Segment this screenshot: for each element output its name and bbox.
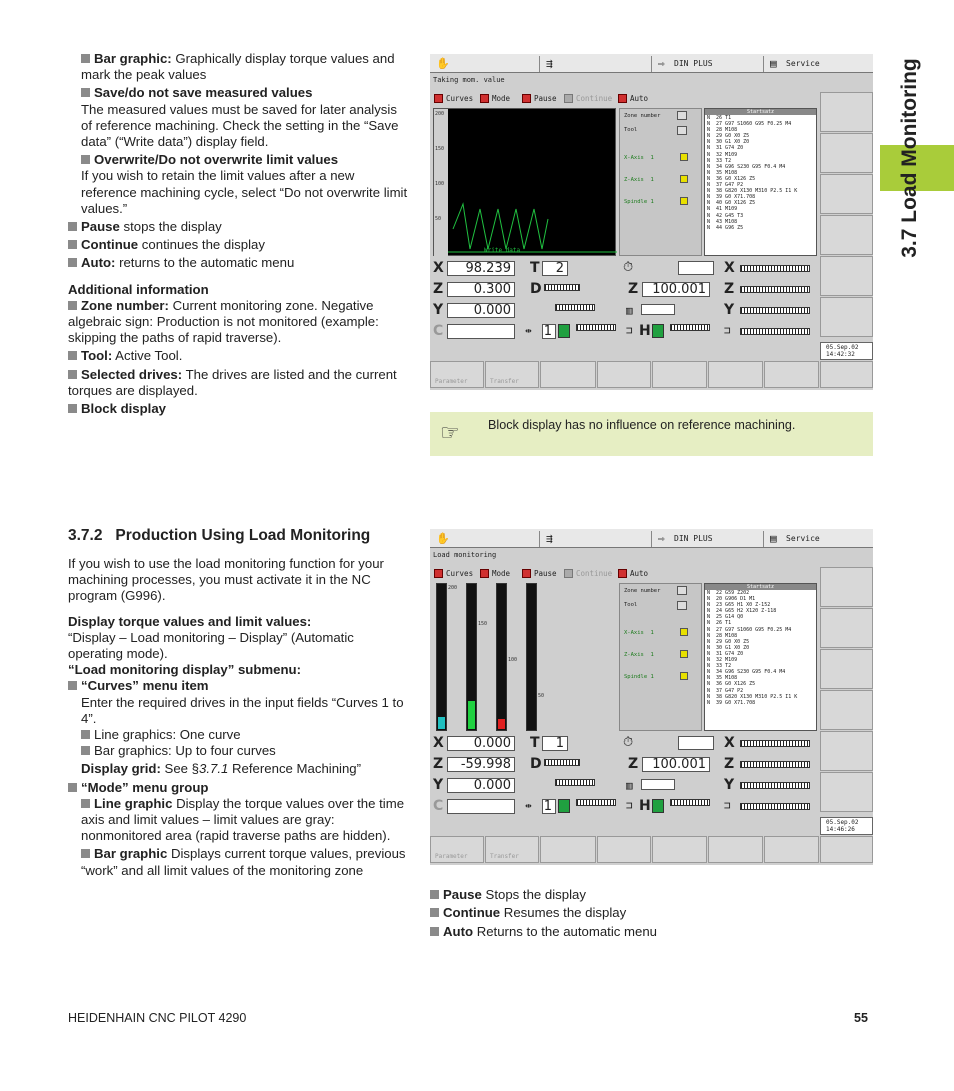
menu-mode[interactable]: Mode [478, 92, 510, 105]
monitoring-info-panel: Zone number Tool X-Axis 1 Z-Axis 1 Spindle 1 [619, 108, 702, 256]
h-label: H [639, 798, 651, 814]
service-icon: ▤ [770, 532, 777, 545]
torque-bar-1 [436, 583, 447, 731]
screen-tab-service[interactable]: ▤ Service [770, 532, 820, 545]
y-load-gauge [740, 307, 810, 314]
h-channel-icon [652, 324, 664, 338]
soft-key[interactable] [820, 772, 873, 812]
menu-mode[interactable]: Mode [478, 567, 510, 580]
tool-holder-icon: ⊐ [626, 324, 633, 337]
paragraph: “Display – Load monitoring – Display” (Automatic operating mode). [68, 629, 354, 662]
axis-y-label: Y [433, 302, 444, 318]
part-counter [641, 304, 675, 315]
program-icon: ⇶ [546, 532, 553, 545]
h-gauge [670, 799, 710, 806]
service-icon: ▤ [770, 57, 777, 70]
time-display [678, 261, 714, 275]
softkey-transfer[interactable]: Transfer [485, 361, 539, 388]
soft-key[interactable] [820, 608, 873, 648]
list-item: Auto: returns to the automatic menu [68, 255, 408, 271]
x-position: 0.000 [447, 736, 515, 751]
softkey-parameter[interactable]: Parameter [430, 836, 484, 863]
paragraph: If you wish to use the load monitoring function for your machining processes, you must activate it in the NC program (G996). [68, 556, 384, 604]
menu-curves[interactable]: Curves [432, 92, 473, 105]
axis-z-load-label: Z [724, 756, 735, 772]
soft-key[interactable] [820, 215, 873, 255]
program-icon: ⇹ [525, 799, 532, 812]
h-gauge [670, 324, 710, 331]
channel-icon [558, 799, 570, 813]
screen-tab[interactable] [540, 531, 652, 547]
soft-key[interactable] [820, 256, 873, 296]
soft-key[interactable] [820, 836, 873, 863]
spindle-load-icon: ⊐ [724, 799, 731, 812]
z2-position: 100.001 [642, 282, 710, 297]
d-gauge [544, 759, 580, 766]
screen-tab-service[interactable]: ▤ Service [770, 57, 820, 70]
axis-z2-label: Z [628, 281, 639, 297]
screen-caption: Load monitoring [433, 551, 497, 559]
list-item: Line graphics: One curve [68, 727, 408, 743]
spindle-load-icon: ⊐ [724, 324, 731, 337]
soft-key[interactable] [597, 361, 651, 388]
axis-x-load-label: X [724, 260, 735, 276]
time-display [678, 736, 714, 750]
axis-y-load-label: Y [724, 302, 735, 318]
timer-icon: ⏱ [623, 735, 634, 750]
menu-pause[interactable]: Pause [520, 567, 557, 580]
tool-holder-icon: ⊐ [626, 799, 633, 812]
spindle-load-gauge [740, 803, 810, 810]
menu-auto[interactable]: Auto [616, 567, 648, 580]
soft-key[interactable] [820, 174, 873, 214]
program-icon: ⇶ [546, 57, 553, 70]
menu-auto[interactable]: Auto [616, 92, 648, 105]
soft-key[interactable] [820, 361, 873, 388]
menu-continue[interactable]: Continue [562, 92, 612, 105]
d-gauge [544, 284, 580, 291]
torque-line-graph: 200 150 100 50 Write data [433, 108, 616, 256]
cnc-screenshot-2: ✋ ⇶ ⇨ DIN PLUS ▤ Service Load monitoring Curves Mode Pause Continue Auto 200 150 100 50 Zone number Tool X-Axis 1 Z-Axis 1 Spindle 1 Startsatz N 22 G59 Z202 N 20 G906 D1 M1 N 23 G65 H1 X0 Z-152 N 24 G65 H2 X120 Z-118 N 25 G14 Q0 N 26 T1 N 27 G97 S1060 G95 F0.25 M4 N 28 M108 N 29 G0 X0 Z5 N 30 G1 X0 Z0 N 31 G74 Z0 N 32 M109 N 33 T2 N 34 G96 S230 G95 F0.4 M4 N 35 M108 N 36 G0 X126 Z5 N 37 G47 P2 N 38 G820 X130 M310 P2.5 I1 K N 39 G0 X71.708 X 0.000 Z -59.998 Y 0.000 C T 1 D ⇹ 1 ⏱ Z 100.001 ▥ ⊐ H X Z Y ⊐ 05.Sep.02 14:46:26 Parameter Transfer [430, 529, 873, 865]
tool-number: 2 [542, 261, 568, 276]
z-position: -59.998 [447, 757, 515, 772]
soft-key[interactable] [764, 836, 819, 863]
note-box: ☞ Block display has no influence on reference machining. [430, 412, 873, 456]
list-item: Pause stops the display [68, 219, 408, 235]
axis-x-label: X [433, 735, 444, 751]
softkey-parameter[interactable]: Parameter [430, 361, 484, 388]
soft-key[interactable] [540, 361, 596, 388]
x-load-gauge [740, 740, 810, 747]
torque-curve [448, 109, 617, 257]
softkey-transfer[interactable]: Transfer [485, 836, 539, 863]
program-number: 1 [542, 799, 556, 814]
screen-tab[interactable] [430, 531, 540, 547]
axis-z2-label: Z [628, 756, 639, 772]
c-position [447, 799, 515, 814]
screen-tab[interactable] [540, 56, 652, 72]
pointing-hand-icon: ☞ [440, 420, 460, 445]
axis-c-label: C [433, 323, 444, 339]
soft-key[interactable] [652, 836, 707, 863]
hand-icon: ✋ [436, 532, 450, 545]
x-load-gauge [740, 265, 810, 272]
torque-bar-2 [466, 583, 477, 731]
menu-continue[interactable]: Continue [562, 567, 612, 580]
axis-y-load-label: Y [724, 777, 735, 793]
list-item: Save/do not save measured values The measured values must be saved for later analysis of reference machining. Check the setting in the “Save data” (“Write data”) display field. [81, 85, 399, 150]
program-icon: ⇹ [525, 324, 532, 337]
z-load-gauge [740, 286, 810, 293]
torque-bar-3 [496, 583, 507, 731]
paragraph: Display grid: See §3.7.1 Reference Machining” [81, 761, 362, 777]
chapter-title: 3.7 Load Monitoring [898, 58, 921, 258]
subheading: Additional information [68, 281, 209, 297]
list-item: Pause Stops the display [430, 886, 657, 904]
date-time: 05.Sep.02 14:42:32 [820, 342, 873, 360]
section-heading: 3.7.2 Production Using Load Monitoring [68, 527, 371, 544]
feed-gauge [555, 779, 595, 786]
soft-key[interactable] [540, 836, 596, 863]
soft-key[interactable] [708, 361, 763, 388]
list-item: Bar graphics: Up to four curves [68, 743, 408, 759]
cnc-screenshot-1 [430, 54, 873, 390]
list-item: Overwrite/Do not overwrite limit values If you wish to retain the limit values after a new reference machining cycle, select “Do not overwrite limit values.” [81, 152, 408, 216]
soft-key[interactable] [820, 567, 873, 607]
z2-position: 100.001 [642, 757, 710, 772]
list-item: Line graphic Display the torque values over the time axis and limit values – limit values are gray: nonmonitored area (rapid traverse paths are hidden). [81, 795, 405, 844]
soft-key[interactable] [652, 361, 707, 388]
h-channel-icon [652, 799, 664, 813]
screen-caption: Taking mom. value [433, 76, 505, 84]
list-item: Tool: Active Tool. [68, 348, 408, 364]
screen-top-bar [430, 529, 873, 548]
graph-label: Write data [484, 247, 521, 254]
spindle-icon: ▥ [626, 304, 633, 317]
soft-key[interactable] [820, 133, 873, 173]
part-counter [641, 779, 675, 790]
screen-tab-din-plus[interactable]: ⇨ DIN PLUS [652, 56, 764, 72]
tool-number: 1 [542, 736, 568, 751]
soft-key[interactable] [708, 836, 763, 863]
axis-c-label: C [433, 798, 444, 814]
soft-key[interactable] [597, 836, 651, 863]
torque-bar-4 [526, 583, 537, 731]
axis-z-load-label: Z [724, 281, 735, 297]
menu-pause[interactable]: Pause [520, 92, 557, 105]
y-position: 0.000 [447, 303, 515, 318]
list-item: Zone number: Current monitoring zone. Negative algebraic sign: Production is not monitored (example: skipping the paths of rapid traverse). [68, 297, 379, 346]
spindle-icon: ▥ [626, 779, 633, 792]
timer-icon: ⏱ [623, 260, 634, 275]
channel-icon [558, 324, 570, 338]
upper-left-column [68, 51, 408, 417]
screen-menu [430, 567, 820, 581]
list-item: Continue Resumes the display [430, 904, 657, 922]
axis-z-label: Z [433, 756, 444, 772]
tool-label: T [530, 735, 540, 751]
z-position: 0.300 [447, 282, 515, 297]
axis-x-label: X [433, 260, 444, 276]
z-load-gauge [740, 761, 810, 768]
date-time: 05.Sep.02 14:46:26 [820, 817, 873, 835]
list-item: Selected drives: The drives are listed and the current torques are displayed. [68, 366, 397, 398]
block-display: Startsatz N 22 G59 Z202 N 20 G906 D1 M1 N 23 G65 H1 X0 Z-152 N 24 G65 H2 X120 Z-118 N 25 G14 Q0 N 26 T1 N 27 G97 S1060 G95 F0.25 M4 N 28 M108 N 29 G0 X0 Z5 N 30 G1 X0 Z0 N 31 G74 Z0 N 32 M109 N 33 T2 N 34 G96 S230 G95 F0.4 M4 N 35 M108 N 36 G0 X126 Z5 N 37 G47 P2 N 38 G820 X130 M310 P2.5 I1 K N 39 G0 X71.708 [704, 583, 817, 731]
block-display: Startsatz N 26 T1 N 27 G97 S1060 G95 F0.25 M4 N 28 M108 N 29 G0 X0 Z5 N 30 G1 X0 Z0 N 31 G74 Z0 N 32 M109 N 33 T2 N 34 G96 S230 G95 F0.4 M4 N 35 M108 N 36 G0 X126 Z5 N 37 G47 P2 N 38 G820 X130 M310 P2.5 I1 K N 39 G0 X71.708 N 40 G0 X126 Z5 N 41 M109 N 42 G45 T3 N 43 M108 N 44 G96 Z5 [704, 108, 817, 256]
h-label: H [639, 323, 651, 339]
page-number: 55 [854, 1011, 868, 1025]
paragraph: Enter the required drives in the input fields “Curves 1 to 4”. [81, 694, 404, 726]
screen-menu [430, 92, 820, 106]
list-item: Block display [68, 401, 408, 417]
monitoring-info-panel: Zone number Tool X-Axis 1 Z-Axis 1 Spindle 1 [619, 583, 702, 731]
subheading: “Load monitoring display” submenu: [68, 662, 301, 678]
soft-key[interactable] [820, 690, 873, 730]
list-item: Bar graphic Displays current torque values, previous “work” and all limit values of the monitoring zone [81, 846, 406, 878]
list-item: Continue continues the display [68, 237, 408, 253]
spindle-load-gauge [740, 328, 810, 335]
list-item: “Curves” menu item [68, 678, 408, 694]
axis-y-label: Y [433, 777, 444, 793]
program-number: 1 [542, 324, 556, 339]
soft-key[interactable] [820, 731, 873, 771]
feed-gauge [555, 304, 595, 311]
x-position: 98.239 [447, 261, 515, 276]
c-position [447, 324, 515, 339]
d-label: D [530, 281, 542, 297]
d-label: D [530, 756, 542, 772]
screen-tab[interactable] [430, 56, 540, 72]
subheading: Display torque values and limit values: [68, 613, 312, 629]
list-item: “Mode” menu group [68, 780, 408, 796]
soft-key[interactable] [764, 361, 819, 388]
y-position: 0.000 [447, 778, 515, 793]
arrow-icon: ⇨ [658, 57, 665, 70]
screen-tab-din-plus[interactable]: ⇨ DIN PLUS [652, 531, 764, 547]
spindle-gauge [576, 324, 616, 331]
list-item: Bar graphic: Graphically display torque values and mark the peak values [81, 51, 395, 83]
soft-key[interactable] [820, 92, 873, 132]
screen-top-bar [430, 54, 873, 73]
axis-z-label: Z [433, 281, 444, 297]
y-load-gauge [740, 782, 810, 789]
list-item: Auto Returns to the automatic menu [430, 923, 657, 941]
arrow-icon: ⇨ [658, 532, 665, 545]
tool-label: T [530, 260, 540, 276]
footer-product: HEIDENHAIN CNC PILOT 4290 [68, 1011, 247, 1025]
axis-x-load-label: X [724, 735, 735, 751]
spindle-gauge [576, 799, 616, 806]
lower-left-column [68, 556, 408, 879]
lower-right-list [430, 886, 657, 941]
soft-key[interactable] [820, 297, 873, 337]
menu-curves[interactable]: Curves [432, 567, 473, 580]
soft-key[interactable] [820, 649, 873, 689]
hand-icon: ✋ [436, 57, 450, 70]
